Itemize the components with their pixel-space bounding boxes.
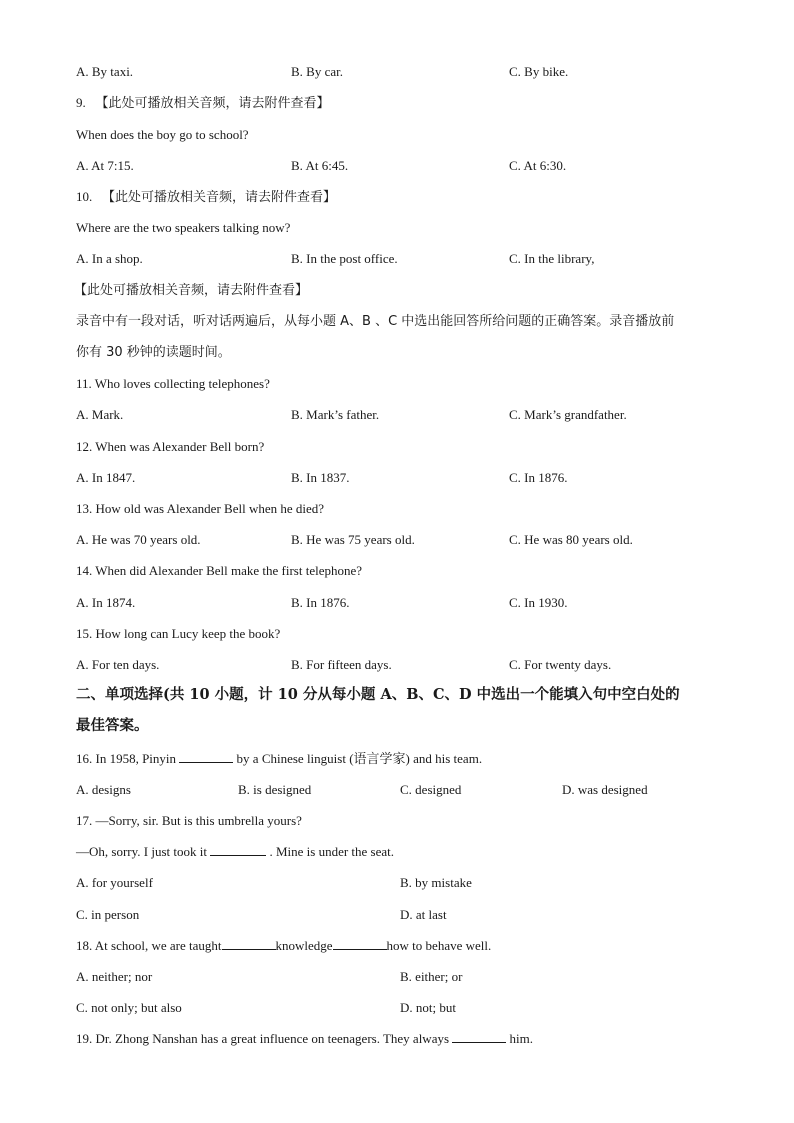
q9-option-b: B. At 6:45. [291, 158, 349, 173]
q11-question: 11. Who loves collecting telephones? [76, 376, 270, 391]
q11-option-a: A. Mark. [76, 407, 124, 422]
q10-option-c: C. In the library, [509, 251, 595, 266]
q10-audio-link[interactable]: 【此处可播放相关音频，请去附件查看】 [102, 190, 337, 205]
q16-blank [179, 750, 233, 763]
q18-question [76, 937, 491, 955]
q13-option-b: B. He was 75 years old. [291, 532, 415, 547]
q18-blank-2 [333, 937, 387, 950]
section-2-heading-line-2: 最佳答案。 [76, 717, 149, 734]
q16-option-c: C. designed [400, 782, 462, 797]
q16-suffix: by a Chinese linguist (语言学家) and his team. [236, 751, 483, 766]
q8-option-a: A. By taxi. [76, 64, 134, 79]
section-audio-link[interactable]: 【此处可播放相关音频，请去附件查看】 [74, 283, 309, 298]
q17-line-1: 17. —Sorry, sir. But is this umbrella yours? [76, 813, 302, 828]
q17-option-c: C. in person [76, 907, 140, 922]
q12-question: 12. When was Alexander Bell born? [76, 439, 265, 454]
q17-option-a: A. for yourself [76, 875, 153, 890]
q19-question [76, 1030, 533, 1048]
q17-blank [210, 843, 266, 856]
q9-header [76, 94, 330, 113]
q18-blank-1 [222, 937, 276, 950]
instruction-line-2: 你有 30 秒钟的读题时间。 [76, 345, 231, 360]
q17-prefix: —Oh, sorry. I just took it [76, 844, 207, 859]
q13-option-c: C. He was 80 years old. [509, 532, 633, 547]
q16-option-d: D. was designed [562, 782, 648, 797]
q13-option-a: A. He was 70 years old. [76, 532, 201, 547]
q10-header [76, 188, 336, 207]
q15-option-b: B. For fifteen days. [291, 657, 392, 672]
q8-option-b: B. By car. [291, 64, 343, 79]
q18-option-b: B. either; or [400, 969, 463, 984]
q9-option-c: C. At 6:30. [509, 158, 567, 173]
q15-question: 15. How long can Lucy keep the book? [76, 626, 281, 641]
q14-question: 14. When did Alexander Bell make the first telephone? [76, 563, 363, 578]
q16-option-b: B. is designed [238, 782, 312, 797]
q11-option-c: C. Mark’s grandfather. [509, 407, 627, 422]
q10-option-a: A. In a shop. [76, 251, 143, 266]
q15-option-c: C. For twenty days. [509, 657, 612, 672]
q18-suffix: how to behave well. [386, 938, 492, 953]
q18-prefix: 18. At school, we are taught [76, 938, 222, 953]
q8-option-c: C. By bike. [509, 64, 569, 79]
q18-option-d: D. not; but [400, 1000, 456, 1015]
q12-option-a: A. In 1847. [76, 470, 136, 485]
q17-option-b: B. by mistake [400, 875, 472, 890]
q19-blank [452, 1030, 506, 1043]
q19-prefix: 19. Dr. Zhong Nanshan has a great influence on teenagers. They always [76, 1031, 450, 1046]
q10-number: 10. [76, 189, 93, 204]
q14-option-a: A. In 1874. [76, 595, 136, 610]
q10-option-b: B. In the post office. [291, 251, 398, 266]
q9-number: 9. [76, 95, 86, 110]
q18-option-c: C. not only; but also [76, 1000, 182, 1015]
instruction-line-1: 录音中有一段对话，听对话两遍后，从每小题 A、B 、C 中选出能回答所给问题的正确答案。录音播放前 [76, 314, 675, 329]
q9-audio-link[interactable]: 【此处可播放相关音频，请去附件查看】 [95, 96, 330, 111]
q12-option-b: B. In 1837. [291, 470, 350, 485]
q16-prefix: 16. In 1958, Pinyin [76, 751, 177, 766]
q15-option-a: A. For ten days. [76, 657, 160, 672]
q14-option-c: C. In 1930. [509, 595, 568, 610]
q14-option-b: B. In 1876. [291, 595, 350, 610]
q17-option-d: D. at last [400, 907, 447, 922]
q17-suffix: . Mine is under the seat. [269, 844, 395, 859]
section-2-heading-line-1: 二、单项选择(共 10 小题，计 10 分从每小题 A、B、C、D 中选出一个能填入句中空白处的 [76, 686, 680, 703]
q9-option-a: A. At 7:15. [76, 158, 134, 173]
q16-question [76, 750, 482, 768]
q18-option-a: A. neither; nor [76, 969, 153, 984]
q16-option-a: A. designs [76, 782, 131, 797]
q12-option-c: C. In 1876. [509, 470, 568, 485]
q10-question: Where are the two speakers talking now? [76, 220, 291, 235]
q17-line-2 [76, 843, 394, 861]
q18-middle: knowledge [275, 938, 333, 953]
q9-question: When does the boy go to school? [76, 127, 249, 142]
q19-suffix: him. [509, 1031, 534, 1046]
q11-option-b: B. Mark’s father. [291, 407, 380, 422]
q13-question: 13. How old was Alexander Bell when he died? [76, 501, 325, 516]
